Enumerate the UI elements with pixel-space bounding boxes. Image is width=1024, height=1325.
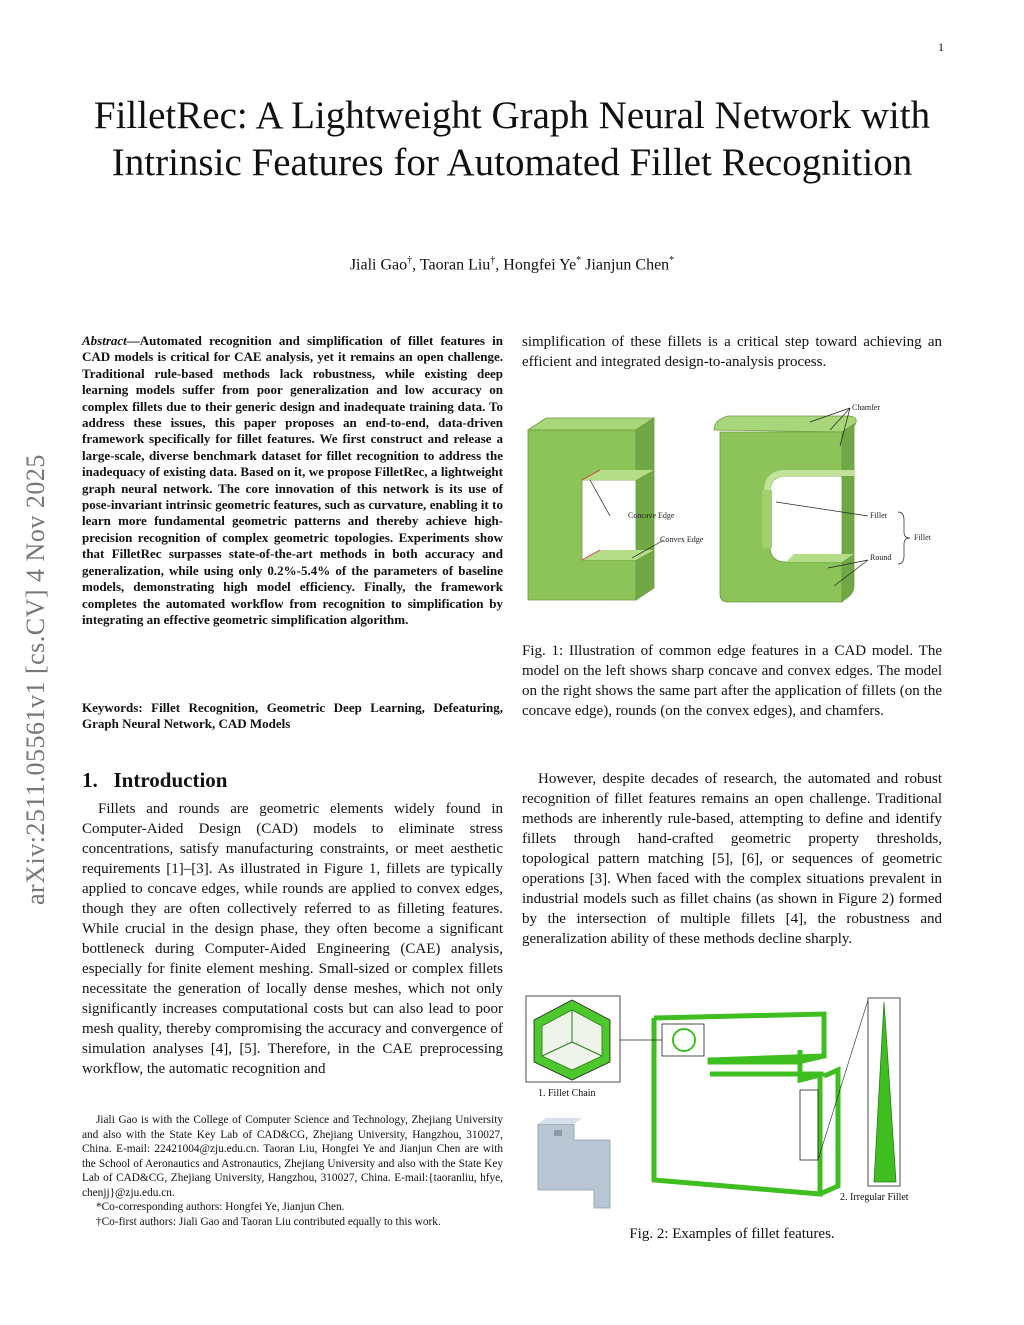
abstract-text: Automated recognition and simplification of fillet features in CAD models is critical for CAE analysis, yet it remains an open challenge. Traditional rule-based methods lack robustness, while existing deep learning models suffer from poor generalization and low accuracy on complex fillets due to their generic design and inadequate training data. To address these issues, this paper proposes an end-to-end, data-driven framework specifically for fillet features. We first construct and release a large-scale, diverse benchmark dataset for fillet recognition to address the inadequacy of existing data. Based on it, we propose FilletRec, a lightweight graph neural network. The core innovation of this network is its use of pose-invariant intrinsic geometric features, such as curvature, enabling it to learn more fundamental geometric patterns and thereby achieve high-precision recognition of complex geometric topologies. Experiments show that FilletRec surpasses state-of-the-art methods in both accuracy and generalization, while using only 0.2%-5.4% of the parameters of baseline models, demonstrating high model efficiency. Finally, the framework completes the automated workflow from recognition to simplification by integrating an effective geometric simplification algorithm. [82, 333, 503, 627]
arxiv-stamp: arXiv:2511.05561v1 [cs.CV] 4 Nov 2025 [21, 454, 50, 906]
author-name: Jianjun Chen [585, 256, 670, 274]
label-fillet-chain: 1. Fillet Chain [538, 1088, 596, 1099]
label-convex-edge: Convex Edge [660, 535, 704, 544]
continuation-paragraph: simplification of these fillets is a critical step toward achieving an efficient and integrated design-to-analysis process. [522, 334, 942, 370]
irregular-fillet-inset [840, 998, 909, 1203]
figure-1-caption: Fig. 1: Illustration of common edge features in a CAD model. The model on the left shows sharp concave and convex edges. The model on the right shows the same part after the application of fillets (on the concave edge), rounds (on the convex edges), and chamfers. [522, 643, 942, 719]
footnote-affiliation: Jiali Gao is with the College of Computer Science and Technology, Zhejiang University and also with the State Key Lab of CAD&CG, Zhejiang University, Hangzhou, 310027, China. E-mail: 22421004@zju.edu.cn. Taoran Liu, Hongfei Ye and Jianjun Chen are with the School of Aeronautics and Astronautics, Zhejiang University and also with the State Key Lab of CAD&CG, Zhejiang University, Hangzhou, 310027, China. E-mail:{taoranliu, hfye, chenjj}@zju.edu.cn. [82, 1114, 503, 1199]
abstract [82, 333, 503, 628]
label-round: Round [870, 553, 892, 562]
figure-2 [524, 990, 942, 1218]
section-number: 1. [82, 768, 98, 792]
label-irregular-fillet: 2. Irregular Fillet [840, 1192, 909, 1203]
keywords-label: Keywords: [82, 700, 143, 715]
fillet-frame [654, 1014, 838, 1194]
author-mark: † [490, 255, 496, 266]
author-mark: † [407, 255, 413, 266]
filleted-part [714, 416, 856, 602]
paper-title: FilletRec: A Lightweight Graph Neural Network with Intrinsic Features for Automated Fillet Recognition [93, 94, 931, 184]
keywords [82, 700, 503, 733]
label-fillet-group: Fillet [914, 533, 931, 542]
grey-part [538, 1118, 610, 1208]
intro-paragraph: Fillets and rounds are geometric elements widely found in Computer-Aided Design (CAD) models to eliminate stress concentrations, satisfy manufacturing constraints, or meet aesthetic requirements [1]–[3]. As illustrated in Figure 1, fillets are typically applied to concave edges, while rounds are applied to convex edges, though they are often collectively referred to as filleting features. While crucial in the design phase, they often become a significant bottleneck during Computer-Aided Engineering (CAE) analysis, especially for finite element meshing. Small-sized or complex fillets necessitate the generation of locally dense meshes, which not only significantly increases computational costs but can also lead to poor mesh quality, thereby compromising the accuracy and convergence of simulation analyses [4], [5]. Therefore, in the CAE preprocessing workflow, the automatic recognition and [82, 801, 503, 1077]
footnote-cofirst: †Co-first authors: Jiali Gao and Taoran Liu contributed equally to this work. [96, 1215, 441, 1228]
figure-2-caption: Fig. 2: Examples of fillet features. [629, 1226, 835, 1242]
keywords-text: Fillet Recognition, Geometric Deep Learning, Defeaturing, Graph Neural Network, CAD Models [82, 700, 504, 732]
author-mark: * [576, 255, 582, 266]
sharp-part [528, 418, 654, 600]
figure-1 [524, 390, 944, 626]
label-chamfer: Chamfer [852, 403, 880, 412]
label-concave-edge: Concave Edge [628, 511, 675, 520]
author-name: Taoran Liu [419, 256, 491, 274]
fillet-chain-inset [526, 996, 620, 1099]
footnotes [82, 1113, 503, 1229]
author-mark: * [669, 255, 675, 266]
author-name: Hongfei Ye [503, 256, 577, 274]
paragraph-challenge: However, despite decades of research, the automated and robust recognition of fillet features remains an open challenge. Traditional methods are inherently rule-based, attempting to define and identify fillets through hand-crafted geometric property thresholds, topological pattern matching [5], [6], or sequences of geometric operations [3]. When faced with the complex situations prevalent in industrial models such as fillet chains (as shown in Figure 2) formed by the intersection of multiple fillets [4], the robustness and generalization ability of these methods decline sharply. [522, 771, 942, 947]
author-list: Jiali Gao†, Taoran Liu†, Hongfei Ye* Jianjun Chen* [349, 255, 675, 274]
section-title: Introduction [113, 768, 228, 792]
abstract-label: Abstract— [82, 333, 140, 348]
label-fillet: Fillet [870, 511, 887, 520]
page-number: 1 [938, 40, 944, 54]
section-heading [82, 768, 503, 793]
footnote-corresponding: *Co-corresponding authors: Hongfei Ye, Jianjun Chen. [96, 1201, 345, 1213]
author-name: Jiali Gao [349, 256, 408, 274]
